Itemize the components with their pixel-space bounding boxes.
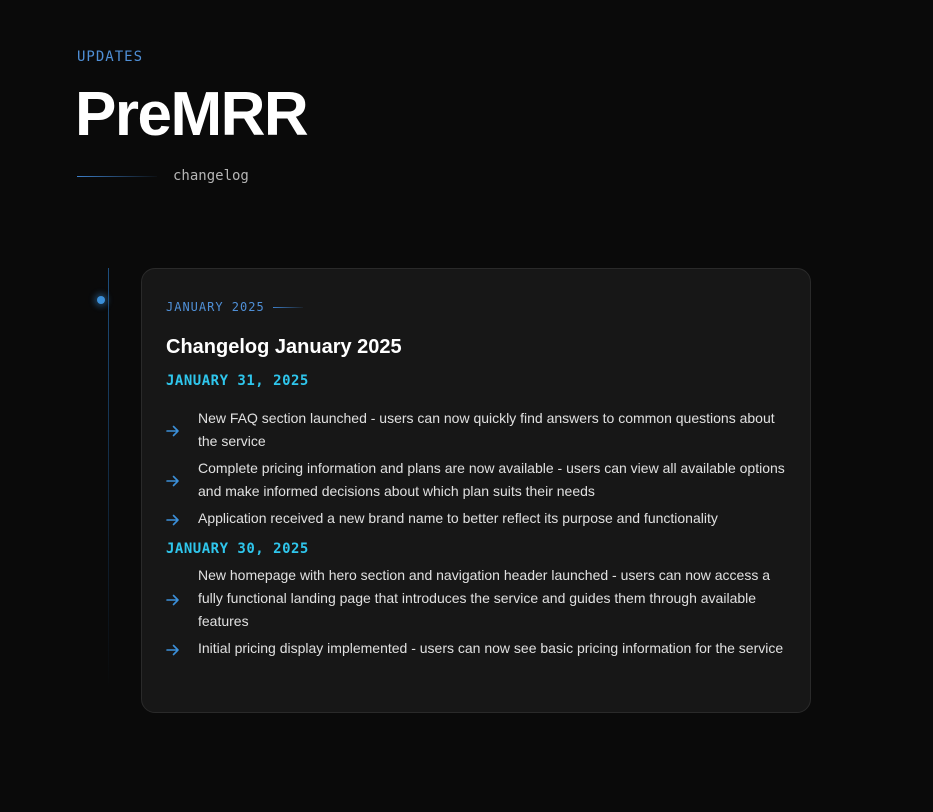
arrow-right-icon	[166, 473, 198, 487]
change-item	[166, 507, 786, 530]
change-item	[166, 637, 786, 660]
arrow-right-icon	[166, 592, 198, 606]
change-item	[166, 564, 786, 633]
change-item	[166, 457, 786, 503]
timeline-line	[108, 268, 109, 688]
date-heading: JANUARY 31, 2025	[166, 373, 309, 389]
page-title: PreMRR	[75, 80, 308, 149]
change-list	[166, 564, 786, 660]
section-eyebrow: UPDATES	[77, 49, 144, 65]
changelog-title: Changelog January 2025	[166, 336, 402, 358]
subtitle-row	[77, 168, 249, 184]
change-item-text: New FAQ section launched - users can now quickly find answers to common questions about the service	[198, 410, 775, 449]
arrow-right-icon	[166, 512, 198, 526]
change-list	[166, 407, 786, 530]
changelog-card	[141, 268, 811, 713]
month-label: JANUARY 2025	[166, 300, 265, 314]
date-heading: JANUARY 30, 2025	[166, 541, 309, 557]
month-divider	[273, 307, 303, 308]
arrow-right-icon	[166, 642, 198, 656]
month-row	[166, 299, 786, 315]
change-item-text: New homepage with hero section and navigation header launched - users can now access a fully functional landing page that introduces the service and guides them through available features	[198, 567, 771, 629]
page-subtitle: changelog	[173, 168, 249, 184]
change-item-text: Complete pricing information and plans are now available - users can view all available options and make informed decisions about which plan suits their needs	[198, 460, 785, 499]
change-item-text: Initial pricing display implemented - users can now see basic pricing information for the service	[198, 640, 784, 656]
change-item-text: Application received a new brand name to better reflect its purpose and functionality	[198, 510, 718, 526]
arrow-right-icon	[166, 423, 198, 437]
change-item	[166, 407, 786, 453]
subtitle-divider	[77, 176, 157, 177]
timeline-dot	[97, 296, 105, 304]
